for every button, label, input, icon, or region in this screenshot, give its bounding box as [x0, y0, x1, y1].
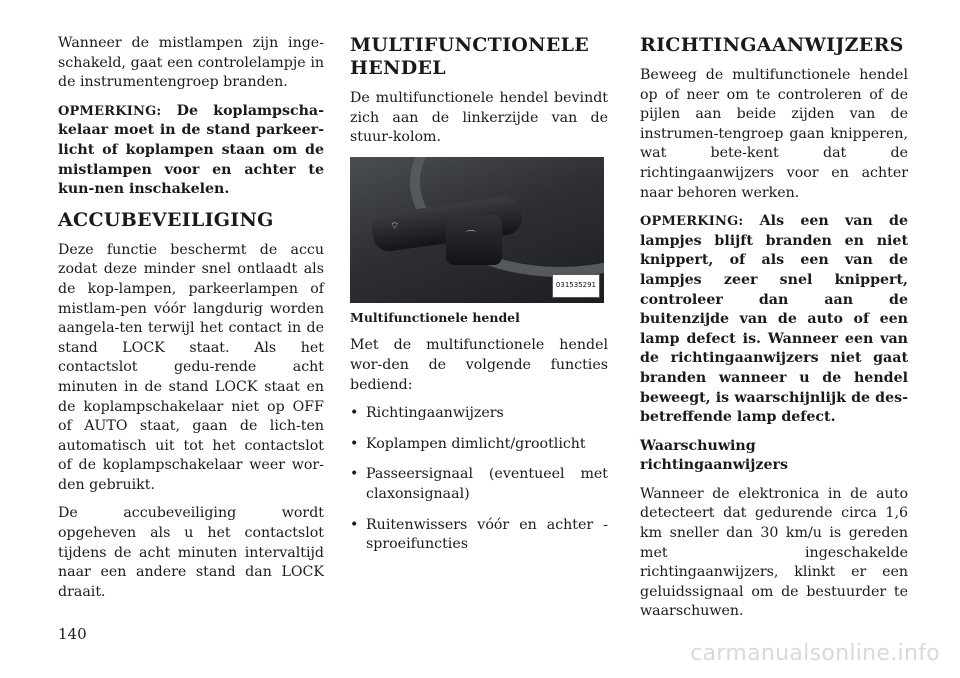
battery-saver-heading: ACCUBEVEILIGING [58, 208, 274, 231]
fog-lamp-intro: Wanneer de mistlampen zijn inge-schakeld, gaat een controlelampje in de instrumentengroep branden. [58, 35, 324, 91]
photo-caption: Multifunctionele hendel [350, 309, 520, 325]
note-text: Als een van de lampjes blijft branden en niet knippert, of als een van de lampjes zeer snel knippert, controleer dan aan de buitenzijde van de auto of een lamp defect is. Wanneer een van de richtingaanwijzers niet gaat branden wanneer u de hendel beweegt, is waarschijnlijk de des-betreffende lamp defect. [640, 213, 908, 426]
turn-signal-warning-paragraph: Wanneer de elektronica in de auto detecteert dat gedurende circa 1,6 km sneller dan 30 km/u is gereden met ingeschakelde richtingaanwijzers, klinkt er een geluidssignaal om de bestuurder te waarschuwen. [640, 485, 908, 620]
battery-saver-paragraph: Deze functie beschermt de accu zodat deze minder snel ontlaadt als de kop-lampen, parkeerlampen of mistlam-pen vóór langdurig worden aangela-ten terwijl het contact in de stand LOCK staat. Als het contactslot gedu-rende acht minuten in de stand LOCK staat en de koplampschakelaar niet op OFF of AUTO staat, gaan de lich-ten automatisch uit tot het contactslot of de koplampschakelaar weer wor-den gebruikt. [58, 241, 324, 493]
turn-signal-warning-subheading: Waarschuwing richtingaanwijzers [640, 437, 788, 474]
list-item: • Passeersignaal (eventueel met claxonsignaal) [350, 465, 608, 504]
left-column [58, 34, 324, 611]
note-label: OPMERKING: [640, 214, 744, 230]
washer-icon: ⌒ [466, 230, 476, 242]
note-label: OPMERKING: [58, 103, 162, 119]
multifunction-lever-heading: MULTIFUNCTIONELE HENDEL [350, 34, 590, 79]
middle-column [350, 34, 608, 566]
right-column [640, 34, 908, 631]
note-text: De koplampscha-kelaar moet in de stand parkeer-licht of koplampen staan om de mistlampen voor en achter te kun-nen inschakelen. [58, 102, 324, 198]
image-code: 031535291 [552, 274, 600, 298]
page-number: 140 [58, 625, 87, 643]
battery-saver-cancel-paragraph: De accubeveiliging wordt opgeheven als u het contactslot tijdens de acht minuten intervaltijd naar een andere stand dan LOCK draait. [58, 505, 324, 600]
multifunction-lever-photo [350, 157, 604, 303]
wiper-icon: ⌔ [390, 220, 400, 232]
list-item: • Ruitenwissers vóór en achter - sproeifuncties [350, 516, 608, 555]
turn-signals-note [640, 212, 908, 428]
list-item: • Koplampen dimlicht/grootlicht [350, 435, 608, 455]
list-item: • Richtingaanwijzers [350, 404, 608, 424]
functions-list [350, 404, 608, 555]
turn-signals-heading: RICHTINGAANWIJZERS [640, 34, 904, 56]
fog-lamp-note [58, 102, 324, 200]
watermark: carmanualsonline.info [690, 641, 940, 666]
lever-location-paragraph: De multifunctionele hendel bevindt zich aan de linkerzijde van de stuur-kolom. [350, 90, 608, 146]
turn-signals-paragraph: Beweeg de multifunctionele hendel op of neer om te controleren of de pijlen aan beide zijden van de instrumen-tengroep gaan knipperen, wat bete-kent dat de richtingaanwijzers voor en achter naar behoren werken. [640, 67, 908, 201]
functions-intro-paragraph: Met de multifunctionele hendel wor-den de volgende functies bediend: [350, 337, 608, 393]
